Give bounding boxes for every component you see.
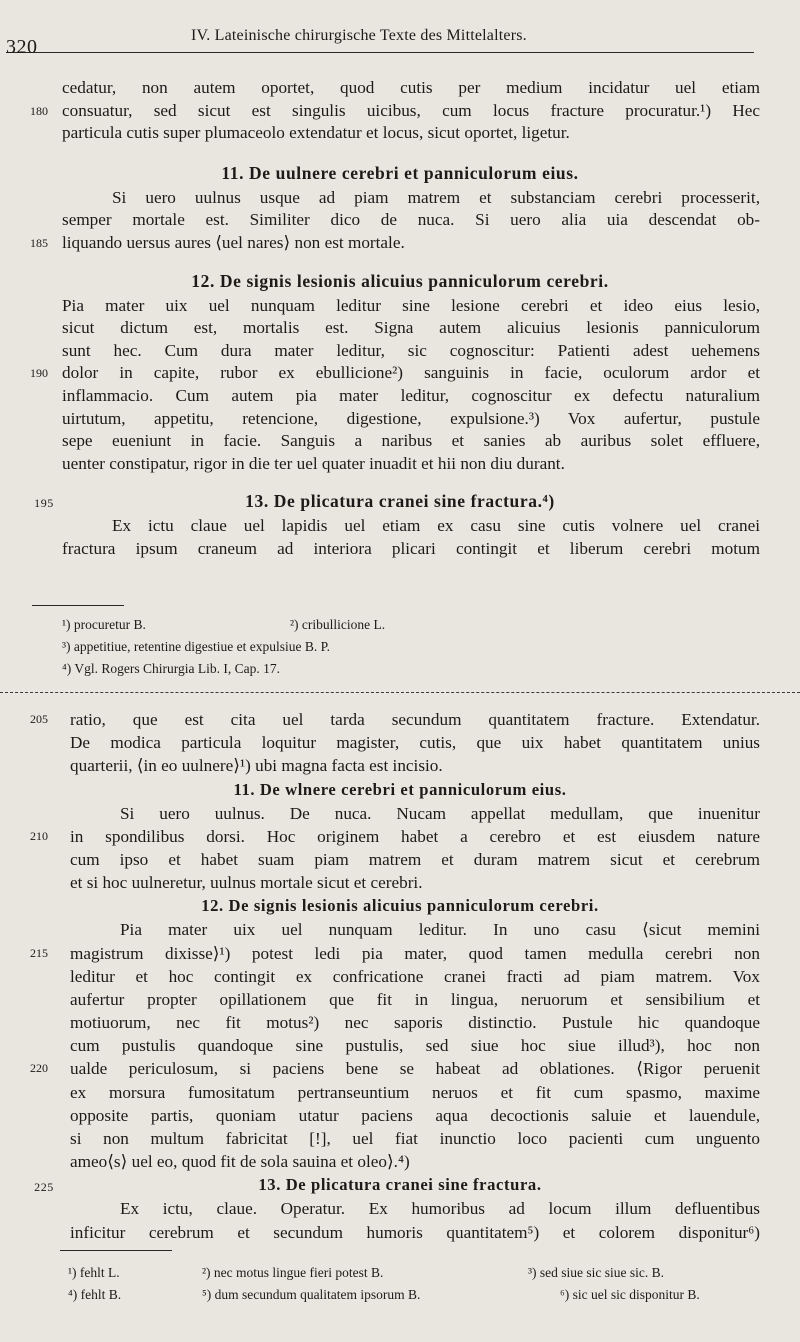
text-line (30, 453, 770, 476)
line-text: uenter constipatur, rigor in die ter uel quater inuadit et hii non diu durant. (62, 453, 565, 473)
text-line (30, 295, 770, 318)
heading-text: 13. De plicatura cranei sine fractura.⁴) (245, 491, 555, 512)
line-text: liquando uersus aures ⟨uel nares⟩ non est mortale. (62, 232, 405, 252)
section-a-heading-13 (30, 487, 770, 515)
line-number: 225 (34, 1180, 54, 1195)
section-divider (0, 692, 800, 693)
text-line (30, 187, 770, 210)
line-text: sepe eueniunt in facie. Sanguis a naribus et sanies ab auribus solet effluere, (62, 431, 760, 451)
line-text: particula cutis super plumaceolo extendatur et locus, sicut oportet, ligetur. (62, 123, 570, 143)
line-text: Si uero uulnus usque ad piam matrem et substanciam cerebri processerit, (112, 187, 760, 207)
page-header (6, 22, 754, 58)
line-text: ex morsura fumositatum pertranseuntium neruos et fit cum spasmo, maxime (70, 1082, 760, 1102)
section-b-paragraph-13 (30, 1197, 770, 1243)
line-text: Si uero uulnus. De nuca. Nucam appellat medullam, que inuenitur (120, 803, 760, 823)
text-line (30, 1104, 770, 1127)
line-text: inficitur cerebrum et secundum humoris quantitatem⁵) et colorem disponitur⁶) (70, 1222, 760, 1242)
section-a-intro (30, 77, 770, 145)
line-text: semper mortale est. Similiter dico de nuca. Si uero alia uia descendat ob- (62, 210, 760, 230)
text-line (30, 918, 770, 941)
section-b-heading-11 (30, 778, 770, 802)
text-line (30, 1221, 770, 1244)
text-line (30, 317, 770, 340)
text-line (30, 988, 770, 1011)
footnote-b-5: ⁵) dum secundum qualitatem ipsorum B. (202, 1287, 421, 1302)
text-line (30, 209, 770, 232)
line-text: cum ipso et habet suam piam matrem et duram matrem sicut et cerebrum (70, 849, 760, 869)
section-a-paragraph-12 (30, 295, 770, 476)
text-line (30, 100, 770, 123)
section-a-heading-12 (30, 267, 770, 295)
running-head: IV. Lateinische chirurgische Texte des Mittelalters. (191, 27, 527, 44)
line-text: Pia mater uix uel nunquam leditur sine lesione cerebri et ideo eius lesio, (62, 295, 760, 315)
line-text: in spondilibus dorsi. Hoc originem habet a cerebro et est eiusdem nature (70, 826, 760, 846)
section-a-paragraph-11 (30, 187, 770, 255)
heading-text: 11. De wlnere cerebri et panniculorum eius. (233, 779, 567, 799)
text-line (30, 340, 770, 363)
text-line (30, 430, 770, 453)
footnote-a-3: ³) appetitiue, retentine digestiue et expulsiue B. P. (62, 639, 330, 654)
section-a-heading-11 (30, 159, 770, 187)
line-text: motiuorum, nec fit motus²) nec saporis distinctio. Pustule hic quandoque (70, 1013, 760, 1033)
line-number: 205 (30, 712, 48, 726)
line-text: fractura ipsum craneum ad interiora plicari contingit et liberum cerebri motum (62, 538, 760, 558)
line-text: De modica particula loquitur magister, cutis, que uix habet quantitatem unius (70, 733, 760, 753)
line-text: aufertur propter opillationem que fit in lingua, neruorum et sensibilium et (70, 989, 760, 1009)
text-line (30, 1057, 770, 1080)
section-b-text (30, 708, 770, 1244)
footnote-a-2: ²) cribullicione L. (290, 617, 386, 632)
footnote-a-4: ⁴) Vgl. Rogers Chirurgia Lib. I, Cap. 17. (62, 661, 280, 676)
line-number: 210 (30, 828, 48, 843)
heading-text: 12. De signis lesionis alicuius panniculorum cerebri. (191, 270, 609, 291)
text-line (30, 802, 770, 825)
line-number: 180 (30, 103, 48, 118)
text-line (30, 538, 770, 561)
text-line (30, 362, 770, 385)
line-text: ratio, que est cita uel tarda secundum quantitatem fracture. Extendatur. (70, 710, 760, 729)
footnote-b-3: ³) sed siue sic siue sic. B. (528, 1265, 665, 1280)
line-text: sicut dictum est, mortalis est. Signa autem alicuius lesionis panniculorum (62, 318, 760, 338)
line-text: magistrum dixisse⟩¹) potest ledi pia mater, quod tamen medulla cerebri non (70, 943, 760, 963)
line-text: et si hoc uulneretur, uulnus mortale sicut et cerebri. (70, 873, 423, 893)
section-b-heading-13 (30, 1173, 770, 1197)
line-text: Ex ictu claue uel lapidis uel etiam ex casu sine cutis volnere uel cranei (112, 516, 760, 536)
text-line (30, 1034, 770, 1057)
text-line (30, 408, 770, 431)
line-number: 215 (30, 945, 48, 960)
line-text: quarterii, ⟨in eo uulnere⟩¹) ubi magna facta est incisio. (70, 756, 443, 776)
line-text: inflammacio. Cum autem pia mater leditur, cognoscitur ex defectu naturalium (62, 385, 760, 405)
heading-text: 12. De signis lesionis alicuius panniculorum cerebri. (201, 896, 599, 916)
line-text: sunt hec. Cum dura mater leditur, sic cognoscitur: Patienti adest uehemens (62, 340, 760, 360)
text-line (30, 1127, 770, 1150)
text-line (30, 1197, 770, 1220)
footnote-rule-b (60, 1250, 172, 1251)
line-text: consuatur, sed sicut est singulis uicibus, cum locus fracture procuratur.¹) Hec (62, 100, 760, 120)
text-line (30, 731, 770, 754)
line-text: dolor in capite, rubor ex ebullicione²) sanguinis in facie, oculorum ardor et (62, 363, 760, 383)
text-line (30, 232, 770, 255)
text-line (30, 825, 770, 848)
line-number: 195 (34, 496, 54, 511)
text-line (30, 942, 770, 965)
text-line (30, 1150, 770, 1173)
line-number: 190 (30, 366, 48, 381)
line-text: cedatur, non autem oportet, quod cutis per medium incidatur uel etiam (62, 78, 760, 97)
footnote-b-2: ²) nec motus lingue fieri potest B. (202, 1265, 384, 1280)
line-text: leditur et hoc contingit ex confricatione cranei fracti ad piam matrem. Vox (70, 966, 760, 986)
text-line (30, 515, 770, 538)
text-line (30, 848, 770, 871)
line-text: Ex ictu, claue. Operatur. Ex humoribus ad locum illum defluentibus (120, 1199, 760, 1219)
line-text: ualde periculosum, si paciens bene se habeat ad oblationes. ⟨Rigor peruenit (70, 1059, 760, 1079)
section-b-paragraph-12 (30, 918, 770, 1173)
page-number: 320 (6, 36, 38, 58)
footnote-b-1: ¹) fehlt L. (68, 1265, 120, 1280)
footnote-rule-a (32, 605, 124, 606)
text-line (30, 122, 770, 145)
heading-text: 11. De uulnere cerebri et panniculorum eius. (221, 162, 579, 183)
footnote-b-4: ⁴) fehlt B. (68, 1287, 122, 1302)
heading-text: 13. De plicatura cranei sine fractura. (258, 1175, 542, 1195)
section-a-text (30, 77, 770, 561)
text-line (30, 708, 770, 731)
text-line (30, 385, 770, 408)
line-number: 185 (30, 235, 48, 250)
line-text: ameo⟨s⟩ uel eo, quod fit de sola sauina et oleo⟩.⁴) (70, 1152, 410, 1172)
section-b-intro (30, 708, 770, 778)
text-line (30, 965, 770, 988)
text-line (30, 754, 770, 777)
line-text: cum pustulis quandoque sine pustulis, sed siue hoc siue illud³), hoc non (70, 1036, 760, 1056)
line-text: Pia mater uix uel nunquam leditur. In uno casu ⟨sicut memini (120, 920, 760, 940)
text-line (30, 1081, 770, 1104)
line-number: 220 (30, 1061, 48, 1076)
text-line (30, 1011, 770, 1034)
text-line (30, 77, 770, 100)
section-a-paragraph-13 (30, 515, 770, 560)
footnote-a-1: ¹) procuretur B. (62, 617, 146, 632)
line-text: si non multum fabricitat [!], uel fiat inunctio loco pacienti cum unguento (70, 1129, 760, 1148)
section-b-paragraph-11 (30, 802, 770, 895)
text-line (30, 871, 770, 894)
line-text: uirtutum, appetitu, retencione, digestione, expulsione.³) Vox aufertur, pustule (62, 408, 760, 428)
footnote-b-6: ⁶) sic uel sic disponitur B. (560, 1287, 700, 1302)
section-b-heading-12 (30, 894, 770, 918)
line-text: opposite partis, quoniam utatur paciens aqua decoctionis saluie et lauendule, (70, 1105, 760, 1125)
